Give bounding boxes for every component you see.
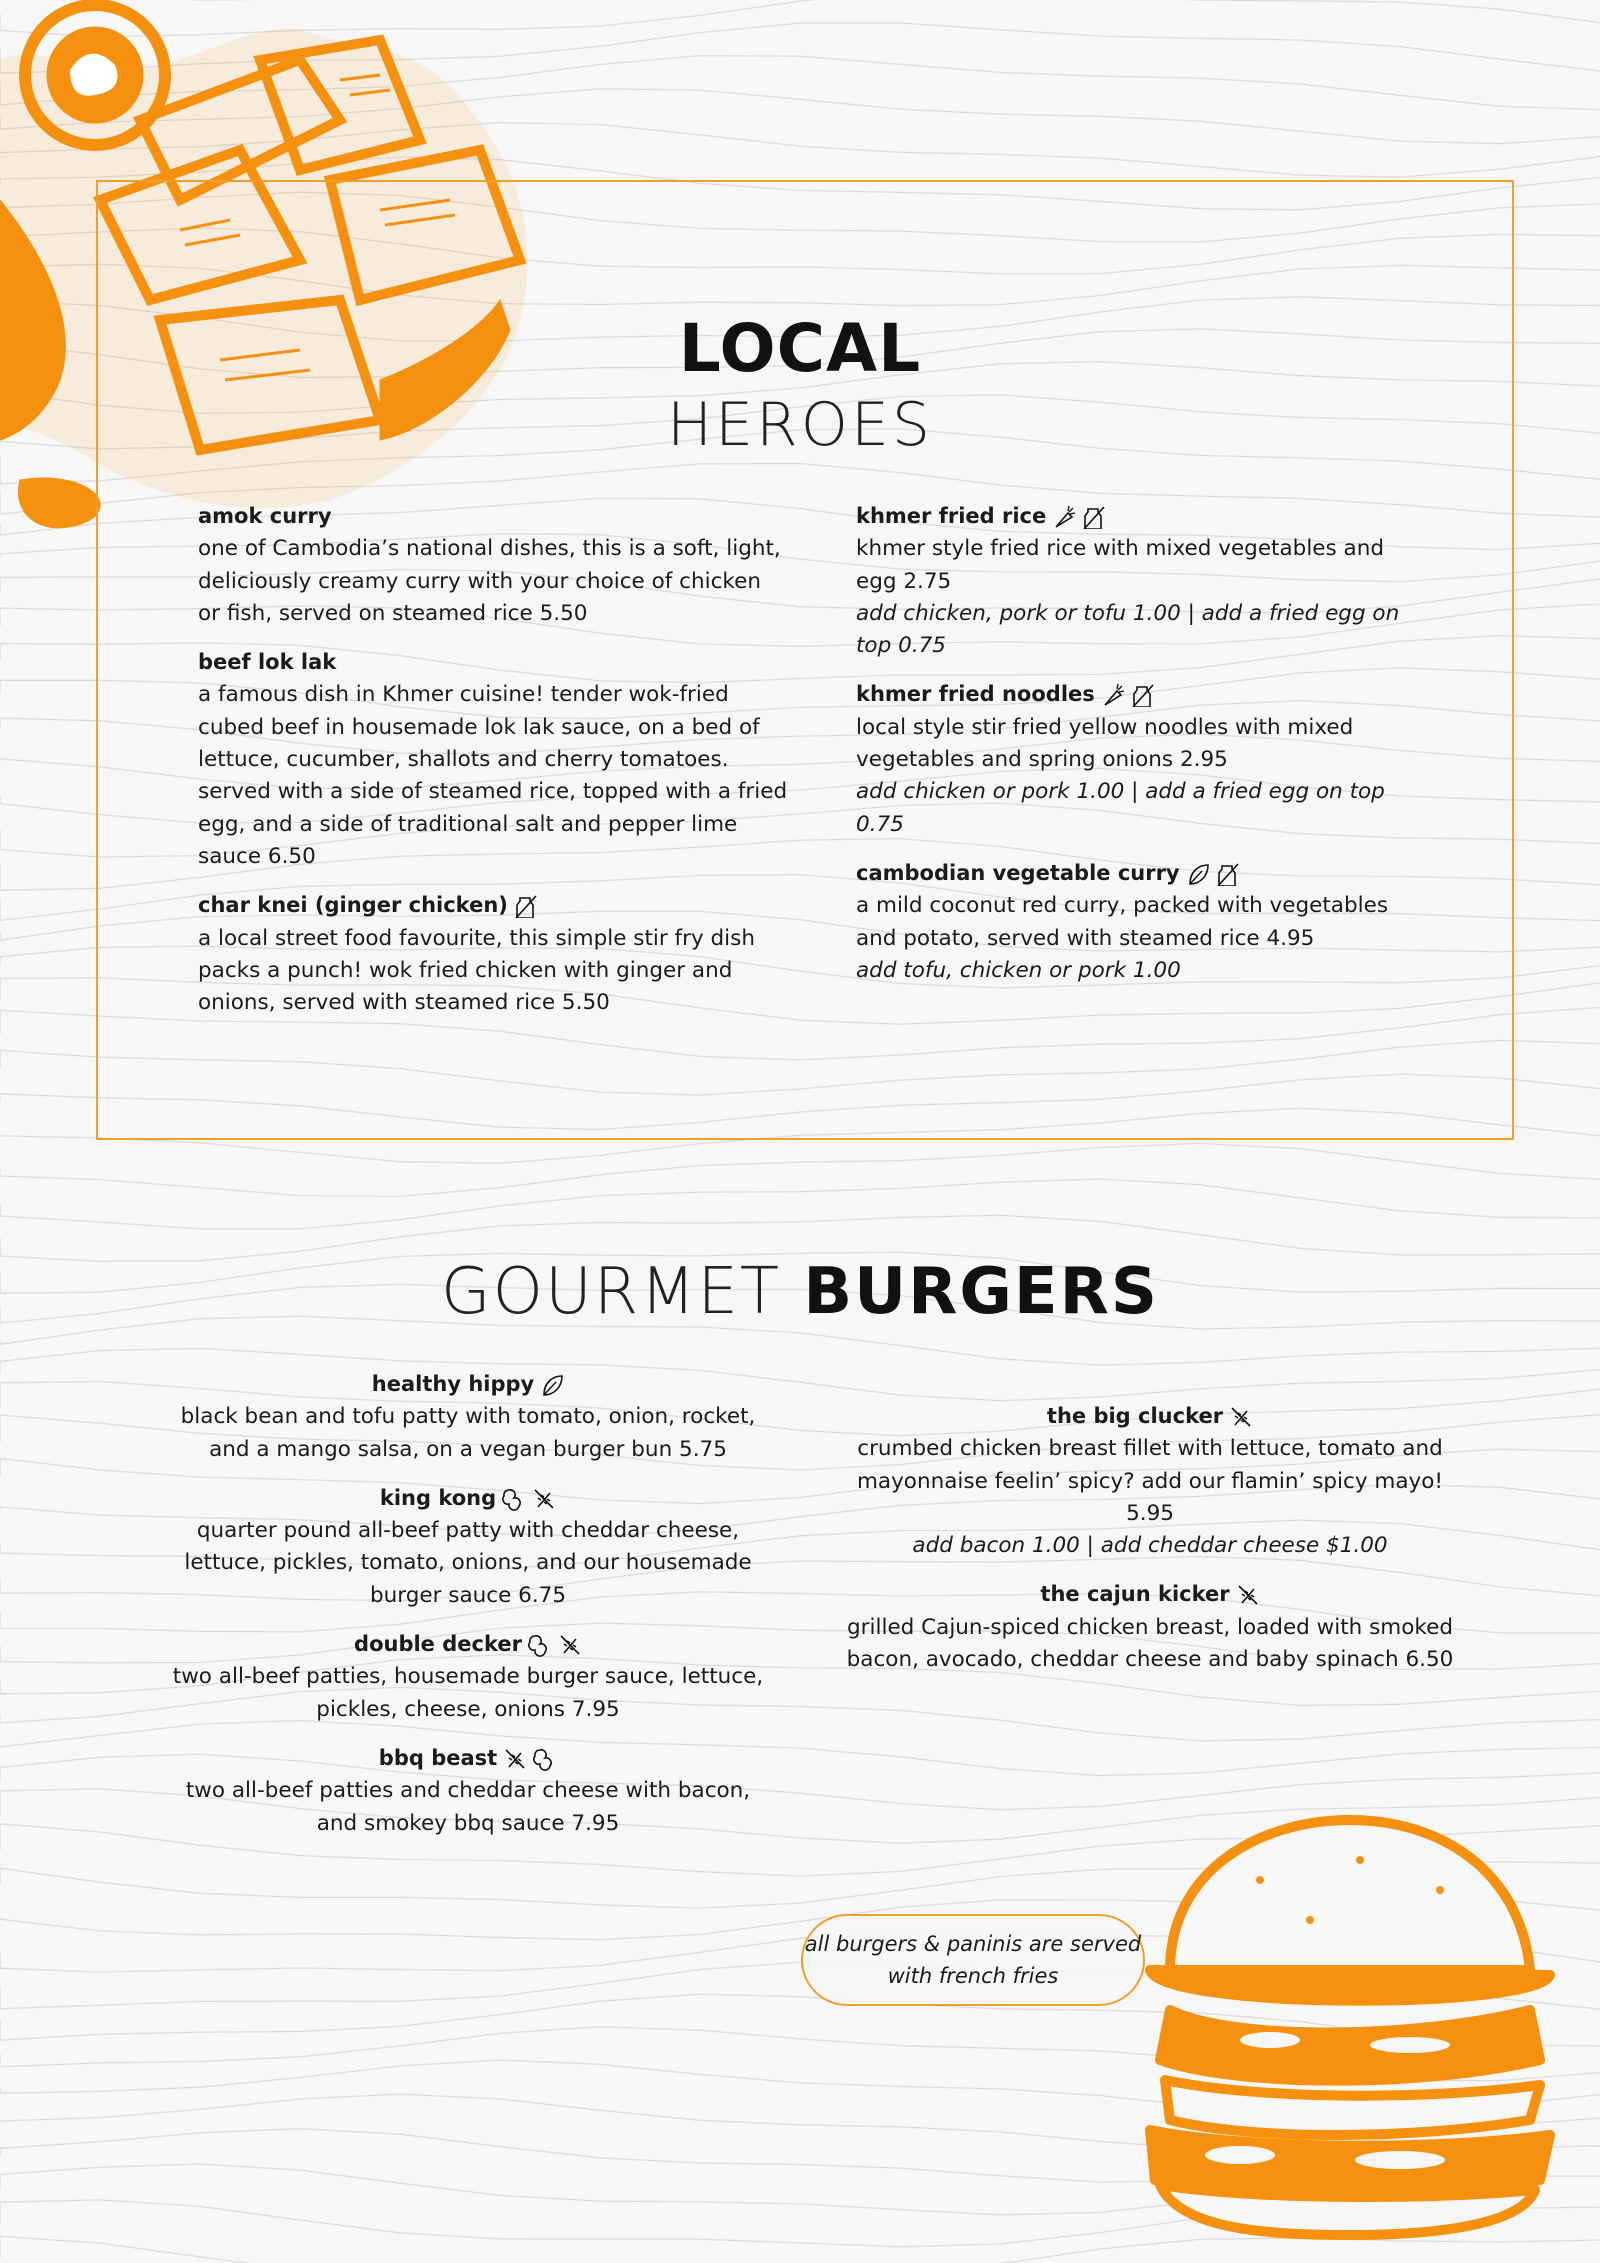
milk-free-icon [514, 894, 538, 918]
menu-item-description: khmer style fried rice with mixed vegetables and egg 2.75 [856, 536, 1384, 594]
burgers-title-bold: BURGERS [803, 1255, 1160, 1329]
no-wheat-icon [532, 1487, 556, 1511]
burgers-left-column [168, 1368, 768, 1856]
peanut-icon [533, 1747, 557, 1771]
menu-item-header [198, 646, 788, 679]
menu-item-name: the cajun kicker [1040, 1582, 1230, 1607]
menu-item [168, 1482, 768, 1612]
milk-free-icon [1216, 862, 1240, 886]
menu-item-header [856, 678, 1426, 711]
milk-free-icon [1082, 505, 1106, 529]
local-heroes-title-bold: LOCAL [678, 310, 922, 387]
burgers-right-column [830, 1400, 1470, 1692]
menu-item [856, 857, 1426, 987]
menu-item-extras: add tofu, chicken or pork 1.00 [856, 957, 1181, 983]
menu-item-header [168, 1742, 768, 1775]
no-wheat-icon [1236, 1583, 1260, 1607]
menu-item-description: local style stir fried yellow noodles with mixed vegetables and spring onions 2.95 [856, 714, 1354, 773]
menu-item [168, 1628, 768, 1726]
menu-item [198, 500, 788, 630]
peanut-icon [502, 1487, 526, 1511]
menu-item-header [830, 1400, 1470, 1433]
menu-item-extras: add chicken or pork 1.00 | add a fried egg on top 0.75 [856, 779, 1385, 837]
carrot-icon [1101, 683, 1125, 707]
menu-item-name: khmer fried rice [856, 504, 1047, 528]
burger-illustration [1110, 1800, 1580, 2240]
leaf-icon [1186, 862, 1210, 886]
menu-item-name: healthy hippy [371, 1372, 535, 1396]
milk-free-icon [1131, 683, 1155, 707]
local-heroes-left-column [198, 500, 788, 1035]
menu-item [830, 1578, 1470, 1676]
menu-item-header [168, 1482, 768, 1515]
gourmet-burgers-title [0, 1255, 1600, 1329]
menu-item-extras: add chicken, pork or tofu 1.00 | add a fried egg on top 0.75 [856, 600, 1400, 659]
menu-item-name: double decker [354, 1632, 522, 1657]
menu-item-name: bbq beast [378, 1745, 498, 1770]
menu-item [168, 1742, 768, 1840]
menu-item-header [856, 857, 1426, 890]
menu-item-description: black bean and tofu patty with tomato, onion, rocket, and a mango salsa, on a vegan burger bun 5.75 [180, 1404, 756, 1462]
menu-item-name: amok curry [198, 504, 332, 528]
menu-item-name: char knei (ginger chicken) [198, 893, 508, 918]
menu-item-header [830, 1578, 1470, 1611]
menu-item-name: cambodian vegetable curry [856, 860, 1180, 885]
menu-item-description: a mild coconut red curry, packed with vegetables and potato, served with steamed rice 4.95 [856, 893, 1389, 951]
menu-item-description: a famous dish in Khmer cuisine! tender wok-fried cubed beef in housemade lok lak sauce, on a bed of lettuce, cucumber, shallots and cherry tomatoes. served with a side of steamed rice, topped with a fried egg, and a side of traditional salt and pepper lime sauce 6.50 [198, 682, 788, 869]
no-wheat-icon [1229, 1405, 1253, 1429]
menu-item [856, 678, 1426, 840]
menu-item-name: king kong [379, 1485, 497, 1510]
carrot-icon [1052, 505, 1076, 529]
fries-note: all burgers & paninis are served with french fries [801, 1914, 1145, 2006]
menu-item [168, 1368, 768, 1466]
menu-item-name: khmer fried noodles [856, 682, 1095, 707]
menu-item-header [198, 500, 788, 533]
menu-item-description: a local street food favourite, this simple stir fry dish packs a punch! wok fried chicken with ginger and onions, served with steamed rice 5.50 [198, 925, 755, 1016]
menu-item-name: beef lok lak [198, 650, 337, 675]
menu-item [198, 889, 788, 1019]
leaf-icon [540, 1373, 564, 1397]
menu-item-description: two all-beef patties and cheddar cheese with bacon, and smokey bbq sauce 7.95 [185, 1778, 751, 1836]
menu-item-header [168, 1628, 768, 1661]
menu-item [198, 646, 788, 873]
menu-item-header [168, 1368, 768, 1401]
menu-item-description: one of Cambodia’s national dishes, this is a soft, light, deliciously creamy curry with your choice of chicken or fish, served on steamed rice 5.50 [198, 536, 781, 626]
menu-item [830, 1400, 1470, 1562]
local-heroes-title-light: HEROES [667, 390, 933, 460]
menu-item-header [198, 889, 788, 922]
menu-item-description: two all-beef patties, housemade burger sauce, lettuce, pickles, cheese, onions 7.95 [172, 1664, 764, 1722]
menu-item-description: crumbed chicken breast fillet with lettuce, tomato and mayonnaise feelin’ spicy? add our flamin’ spicy mayo! 5.95 [856, 1436, 1444, 1526]
no-wheat-icon [503, 1747, 527, 1771]
menu-item-name: the big clucker [1046, 1404, 1224, 1428]
menu-item-header [856, 500, 1426, 533]
menu-item [856, 500, 1426, 662]
menu-item-extras: add bacon 1.00 | add cheddar cheese $1.00 [912, 1533, 1388, 1559]
burgers-title-light: GOURMET [440, 1255, 782, 1329]
local-heroes-right-column [856, 500, 1426, 1003]
menu-item-description: grilled Cajun-spiced chicken breast, loaded with smoked bacon, avocado, cheddar cheese and baby spinach 6.50 [846, 1614, 1454, 1673]
no-wheat-icon [558, 1633, 582, 1657]
peanut-icon [528, 1633, 552, 1657]
menu-item-description: quarter pound all-beef patty with cheddar cheese, lettuce, pickles, tomato, onions, and our housemade burger sauce 6.75 [184, 1518, 752, 1608]
